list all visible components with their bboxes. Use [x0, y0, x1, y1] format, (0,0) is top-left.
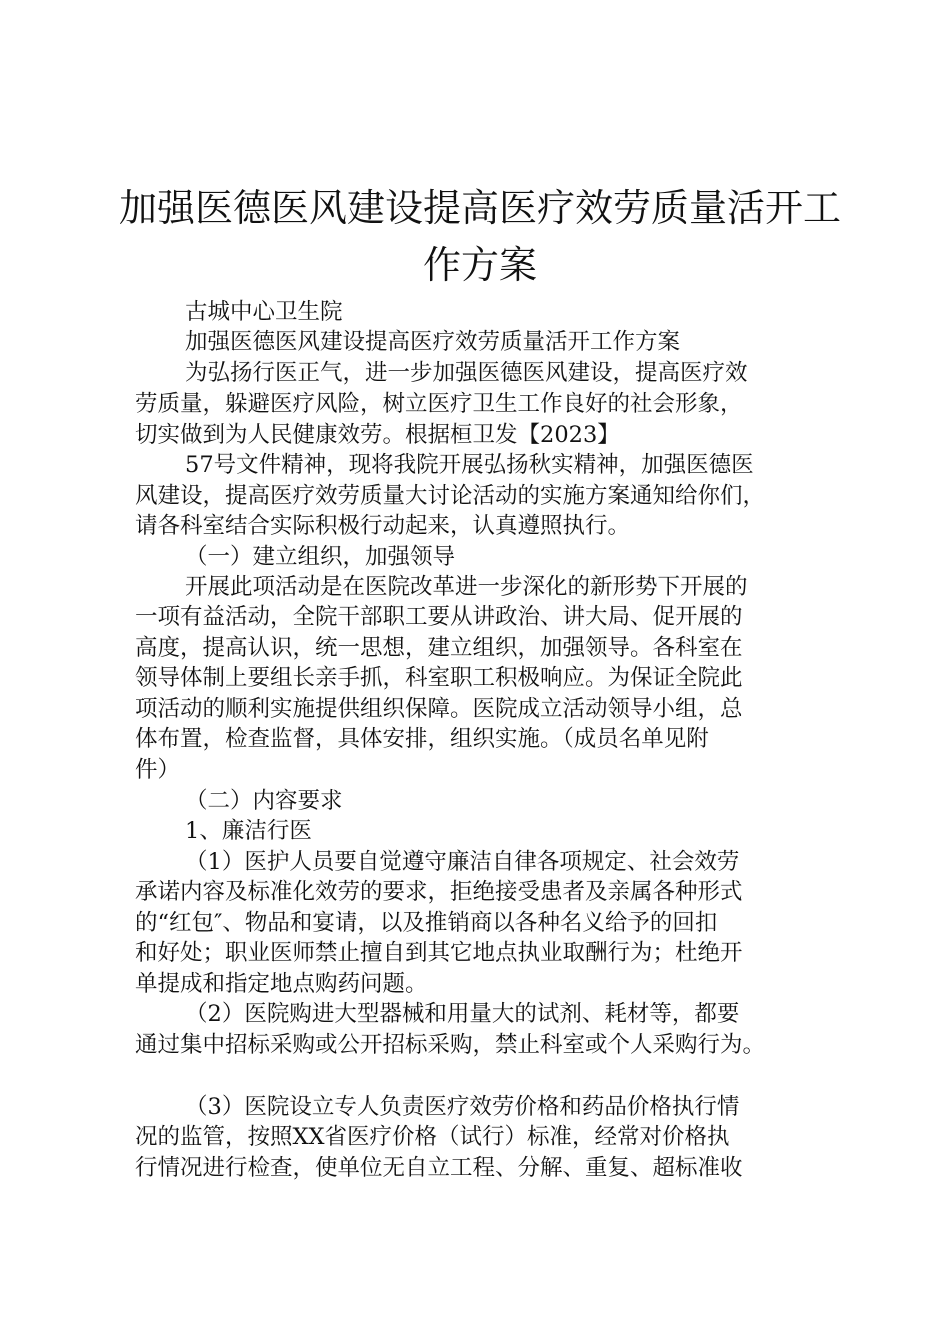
paragraph-line: 风建设，提高医疗效劳质量大讨论活动的实施方案通知给你们， — [135, 483, 766, 509]
paragraph-line: 项活动的顺利实施提供组织保障。医院成立活动领导小组，总 — [135, 696, 743, 722]
subsection-heading: 1、廉洁行医 — [185, 818, 312, 844]
paragraph-line: 劳质量，躲避医疗风险，树立医疗卫生工作良好的社会形象， — [135, 391, 743, 417]
paragraph-line: （1）医护人员要自觉遵守廉洁自律各项规定、社会效劳 — [185, 849, 740, 875]
paragraph-line: （3）医院设立专人负责医疗效劳价格和药品价格执行情 — [185, 1094, 740, 1120]
paragraph-line: 57号文件精神，现将我院开展弘扬秋实精神，加强医德医 — [185, 452, 754, 478]
org-name-line: 古城中心卫生院 — [185, 299, 343, 325]
paragraph-line: 高度，提高认识，统一思想，建立组织，加强领导。各科室在 — [135, 635, 743, 661]
section-heading: （二）内容要求 — [185, 788, 343, 814]
paragraph-line: 单提成和指定地点购药问题。 — [135, 971, 428, 997]
paragraph-line: 件） — [135, 757, 181, 783]
paragraph-line: 的“红包″、物品和宴请，以及推销商以各种名义给予的回扣 — [135, 910, 718, 936]
paragraph-line: 一项有益活动，全院干部职工要从讲政治、讲大局、促开展的 — [135, 604, 743, 630]
paragraph-line: 行情况进行检查，使单位无自立工程、分解、重复、超标准收 — [135, 1155, 743, 1181]
subtitle-line: 加强医德医风建设提高医疗效劳质量活开工作方案 — [185, 329, 681, 355]
paragraph-line: 通过集中招标采购或公开招标采购，禁止科室或个人采购行为。 — [135, 1032, 766, 1058]
document-title-line-1: 加强医德医风建设提高医疗效劳质量活开工 — [118, 186, 841, 230]
paragraph-line: 为弘扬行医正气，进一步加强医德医风建设，提高医疗效 — [185, 360, 748, 386]
section-heading: （一）建立组织，加强领导 — [185, 544, 456, 570]
paragraph-line: 体布置，检查监督，具体安排，组织实施。（成员名单见附 — [135, 726, 709, 752]
paragraph-line: 开展此项活动是在医院改革进一步深化的新形势下开展的 — [185, 574, 748, 600]
document-title-line-2: 作方案 — [422, 243, 537, 287]
paragraph-line: 和好处；职业医师禁止擅自到其它地点执业取酬行为；杜绝开 — [135, 940, 743, 966]
paragraph-line: 承诺内容及标准化效劳的要求，拒绝接受患者及亲属各种形式 — [135, 879, 743, 905]
paragraph-line: 况的监管，按照XX省医疗价格（试行）标准，经常对价格执 — [135, 1124, 730, 1150]
paragraph-line: 请各科室结合实际积极行动起来，认真遵照执行。 — [135, 513, 631, 539]
paragraph-line: 领导体制上要组长亲手抓，科室职工积极响应。为保证全院此 — [135, 665, 743, 691]
paragraph-line: 切实做到为人民健康效劳。根据桓卫发【2023】 — [135, 422, 620, 448]
paragraph-line: （2）医院购进大型器械和用量大的试剂、耗材等，都要 — [185, 1001, 740, 1027]
